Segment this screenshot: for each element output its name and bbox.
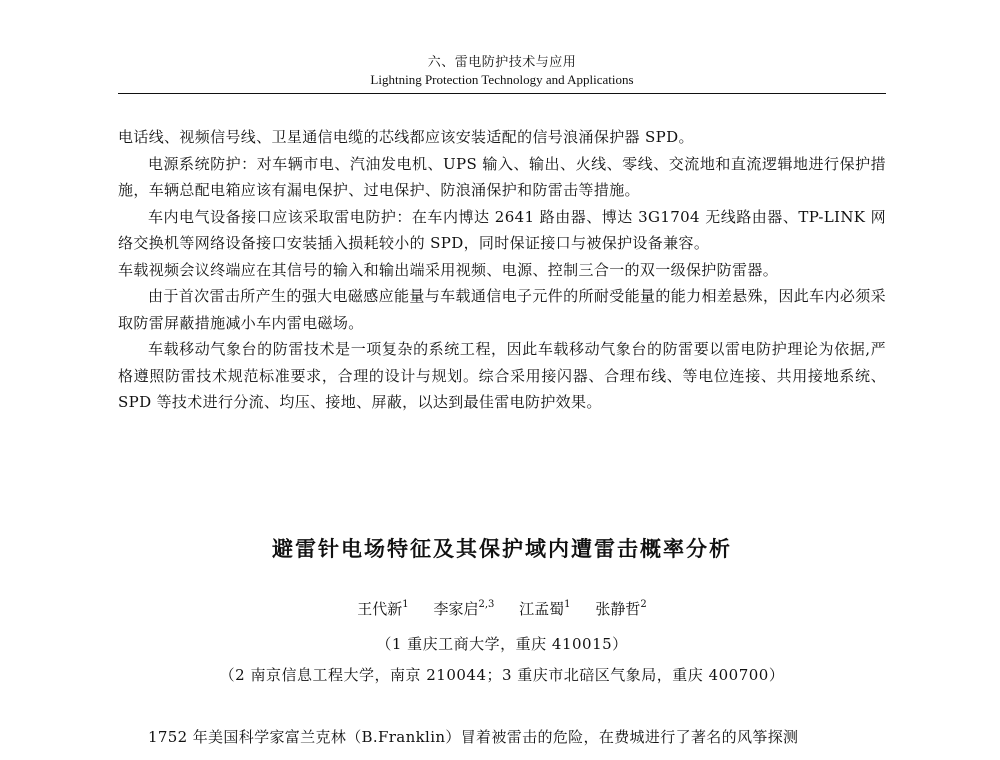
intro-paragraph: 1752 年美国科学家富兰克林（B.Franklin）冒着被雷击的危险，在费城进行了著名的风筝探测 — [148, 728, 799, 746]
affiliation-1: （1 重庆工商大学，重庆 410015） — [376, 635, 628, 653]
affiliation-2: （2 南京信息工程大学，南京 210044；3 重庆市北碚区气象局，重庆 400700） — [219, 666, 785, 684]
paragraph-5: 由于首次雷击所产生的强大电磁感应能量与车载通信电子元件的所耐受能量的能力相差悬殊，因此车内必须采取防雷屏蔽措施减小车内雷电磁场。 — [118, 287, 886, 332]
author-name: 王代新 — [357, 600, 403, 618]
author — [357, 598, 408, 620]
author — [433, 598, 494, 620]
author-affiliation-mark: 1 — [564, 599, 571, 610]
author-affiliation-mark: 2,3 — [478, 599, 495, 610]
paragraph-4: 车载视频会议终端应在其信号的输入和输出端采用视频、电源、控制三合一的双一级保护防雷器。 — [118, 260, 779, 279]
paragraph-3: 车内电气设备接口应该采取雷电防护：在车内博达 2641 路由器、博达 3G1704 无线路由器、TP-LINK 网络交换机等网络设备接口安装插入损耗较小的 SPD，同时保证接口与被保护设备兼容。 — [118, 207, 886, 252]
author-name: 江孟蜀 — [519, 600, 565, 618]
paragraph-6: 车载移动气象台的防雷技术是一项复杂的系统工程，因此车载移动气象台的防雷要以雷电防护理论为依据,严格遵照防雷技术规范标准要求，合理的设计与规划。综合采用接闪器、合理布线、等电位连接、共用接地系统、SPD 等技术进行分流、均压、接地、屏蔽，以达到最佳雷电防护效果。 — [118, 340, 886, 411]
author — [519, 598, 570, 620]
header-rule — [118, 93, 886, 94]
paragraph-1: 电话线、视频信号线、卫星通信电缆的芯线都应该安装适配的信号浪涌保护器 SPD。 — [118, 128, 694, 146]
author-name: 张静哲 — [595, 600, 641, 618]
running-header — [118, 54, 886, 88]
author-affiliation-mark: 1 — [402, 599, 409, 610]
author — [595, 598, 646, 620]
author-name: 李家启 — [433, 600, 479, 618]
author-list — [118, 598, 886, 620]
running-header-chinese: 六、雷电防护技术与应用 — [427, 55, 577, 70]
running-header-english: Lightning Protection Technology and Applications — [370, 72, 634, 87]
author-affiliation-mark: 2 — [640, 599, 647, 610]
body-text — [118, 124, 886, 416]
article-title: 避雷针电场特征及其保护域内遭雷击概率分析 — [272, 537, 732, 561]
paragraph-2: 电源系统防护：对车辆市电、汽油发电机、UPS 输入、输出、火线、零线、交流地和直流逻辑地进行保护措施，车辆总配电箱应该有漏电保护、过电保护、防浪涌保护和防雷击等措施。 — [118, 154, 886, 199]
